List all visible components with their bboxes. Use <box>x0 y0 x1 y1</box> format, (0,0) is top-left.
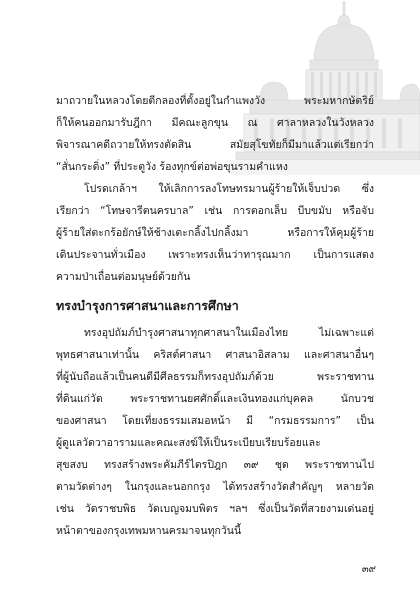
section-heading: ทรงบำรุงการศาสนาและการศึกษา <box>56 298 239 313</box>
text-line: ทรงอุปถัมภ์บำรุงศาสนาทุกศาสนาในเมืองไทย ไม่เฉพาะแต่ <box>84 327 374 339</box>
text-line: พิจารณาคดีถวายให้ทรงตัดสิน สมัยสุโขทัยก็มีมาแล้วแต่เรียกว่า <box>56 139 374 151</box>
text-line: เดินประจานทั่วเมือง เพราะทรงเห็นว่าทารุณมาก เป็นการแสดง <box>56 249 374 261</box>
text-line: เรียกว่า “โทษจารีตนครบาล” เช่น การตอกเล็บ บีบขมับ หรือจับ <box>56 205 374 217</box>
text-line: ความป่าเถื่อนต่อมนุษย์ด้วยกัน <box>56 271 191 283</box>
text-line: ตามวัดต่างๆ ในกรุงและนอกกรุง ได้ทรงสร้างวัดสำคัญๆ หลายวัด <box>56 481 374 493</box>
text-line: พุทธศาสนาเท่านั้น คริสต์ศาสนา ศาสนาอิสลาม และศาสนาอื่นๆ <box>56 349 374 361</box>
paragraph-petitions <box>56 90 374 178</box>
text-line: สุขสงบ ทรงสร้างพระคัมภีร์ไตรปิฎก ๓๙ ชุด พระราชทานไป <box>56 459 374 471</box>
text-line: ของศาสนา โดยเที่ยงธรรมเสมอหน้า มี “กรมธรรมการ” เป็น <box>56 415 374 427</box>
paragraph-punishment <box>56 178 374 288</box>
text-line: ที่ผู้นับถือแล้วเป็นคนดีมีศีลธรรมก็ทรงอุปถัมภ์ด้วย พระราชทาน <box>56 371 374 383</box>
paragraph-religion <box>56 322 374 542</box>
text-line: ผู้ดูแลวัดวาอารามและคณะสงฆ์ให้เป็นระเบียบเรียบร้อยและ <box>56 437 321 449</box>
text-line: ผู้ร้ายใส่ตะกร้อยักษ์ให้ช้างเตะกลิ้งไปกลิ้งมา หรือการให้คุมผู้ร้าย <box>56 227 374 239</box>
text-line: หน้าตาของกรุงเทพมหานครมาจนทุกวันนี้ <box>56 525 242 537</box>
text-line: มาถวายในหลวงโดยตีกลองที่ตั้งอยู่ในกำแพงวัง พระมหากษัตริย์ <box>56 95 374 107</box>
text-line: ที่ดินแก่วัด พระราชทานยศศักดิ์และเงินทองแก่บุคคล นักบวช <box>56 393 374 405</box>
text-line: “สั่นกระดิ่ง” ที่ประตูวัง ร้องทุกข์ต่อพ่อขุนรามคำแหง <box>56 161 288 173</box>
text-line: เช่น วัดราชบพิธ วัดเบญจมบพิตร ฯลฯ ซึ่งเป็นวัดที่สวยงามเด่นอยู่ <box>56 503 374 515</box>
page-number: ๓๙ <box>361 564 376 575</box>
text-line: โปรดเกล้าฯ ให้เลิกการลงโทษทรมานผู้ร้ายให้เจ็บปวด ซึ่ง <box>84 183 374 195</box>
text-line: ก็ให้คนออกมารับฎีกา มีคณะลูกขุน ณ ศาลาหลวงในวังหลวง <box>56 117 374 129</box>
